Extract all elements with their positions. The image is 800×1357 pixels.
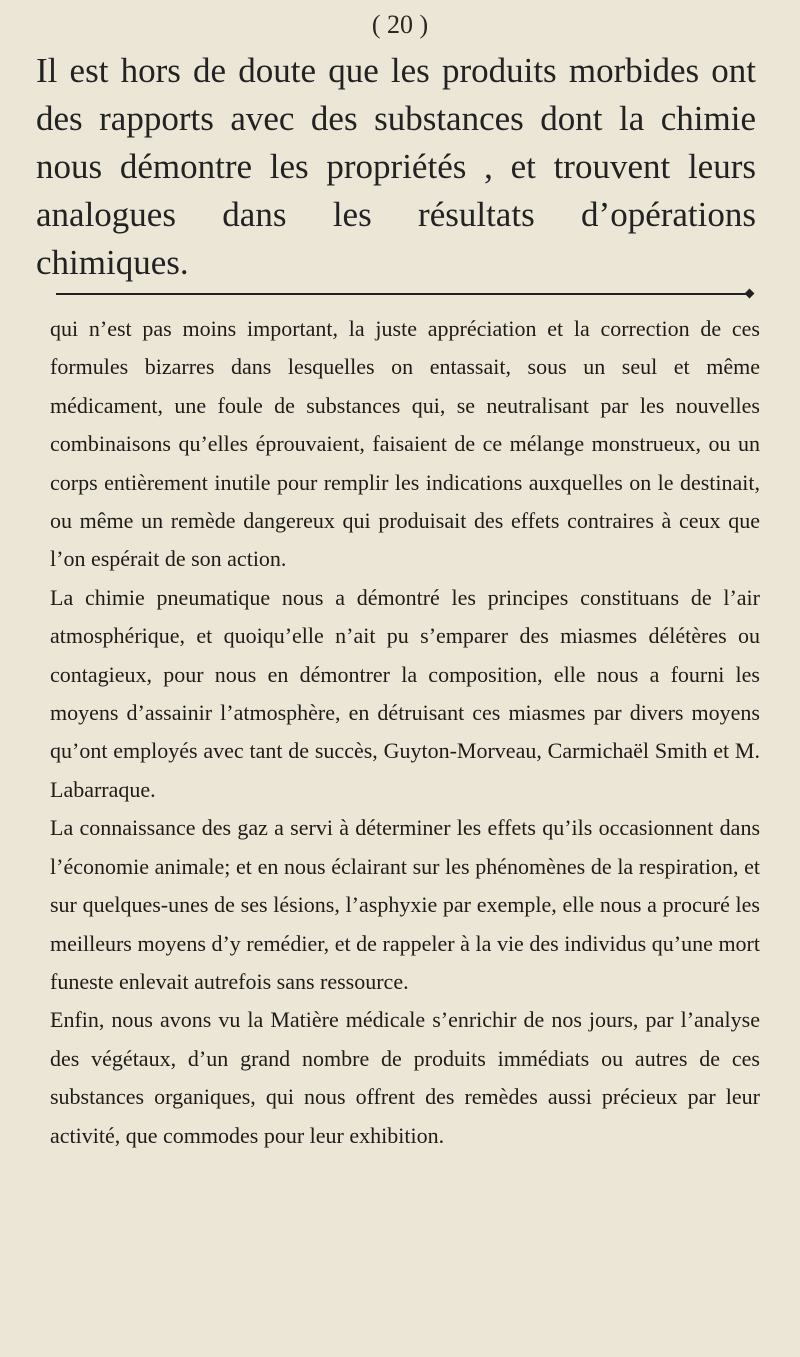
paragraph-4: Enfin, nous avons vu la Matière médicale s’enrichir de nos jours, par l’analyse des végétaux, d’un grand nombre de produits immédiats ou autres de ces substances organiques, qui nous offrent des remèdes aussi précieux par leur activité, que commodes pour leur exhibition. — [50, 1007, 760, 1148]
paragraph-3: La connaissance des gaz a servi à déterminer les effets qu’ils occasionnent dans l’économie animale; et en nous éclairant sur les phénomènes de la respiration, et sur quelques-unes de ses lésions, l’asphyxie par exemple, elle nous a procuré les meilleurs moyens d’y remédier, et de rappeler à la vie des individus qu’une mort funeste enlevait autrefois sans ressource. — [50, 815, 760, 994]
overlay-heading-text: Il est hors de doute que les produits morbides ont des rapports avec des substances dont la chimie nous démontre les propriétés , et trouvent leurs analogues dans les résultats d’opérations chimiques. — [36, 51, 756, 282]
divider-rule — [56, 293, 750, 295]
page-number: ( 20 ) — [371, 10, 429, 39]
paragraph-1: qui n’est pas moins important, la juste appréciation et la correction de ces formules bizarres dans lesquelles on entassait, sous un seul et même médicament, une foule de substances qui, se neutralisant par les nouvelles combinaisons qu’elles éprouvaient, faisaient de ce mélange monstrueux, ou un corps entièrement inutile pour remplir les indications auxquelles on le destinait, ou même un remède dangereux qui produisait des effets contraires à ceux que l’on espérait de son action. — [50, 316, 760, 572]
body-text — [50, 310, 760, 1155]
paragraph-2: La chimie pneumatique nous a démontré les principes constituans de l’air atmosphérique, et quoiqu’elle n’ait pu s’emparer des miasmes délétères ou contagieux, pour nous en démontrer la composition, elle nous a fourni les moyens d’assainir l’atmosphère, en détruisant ces miasmes par divers moyens qu’ont employés avec tant de succès, Guyton-Morveau, Carmichaël Smith et M. Labarraque. — [50, 584, 760, 802]
